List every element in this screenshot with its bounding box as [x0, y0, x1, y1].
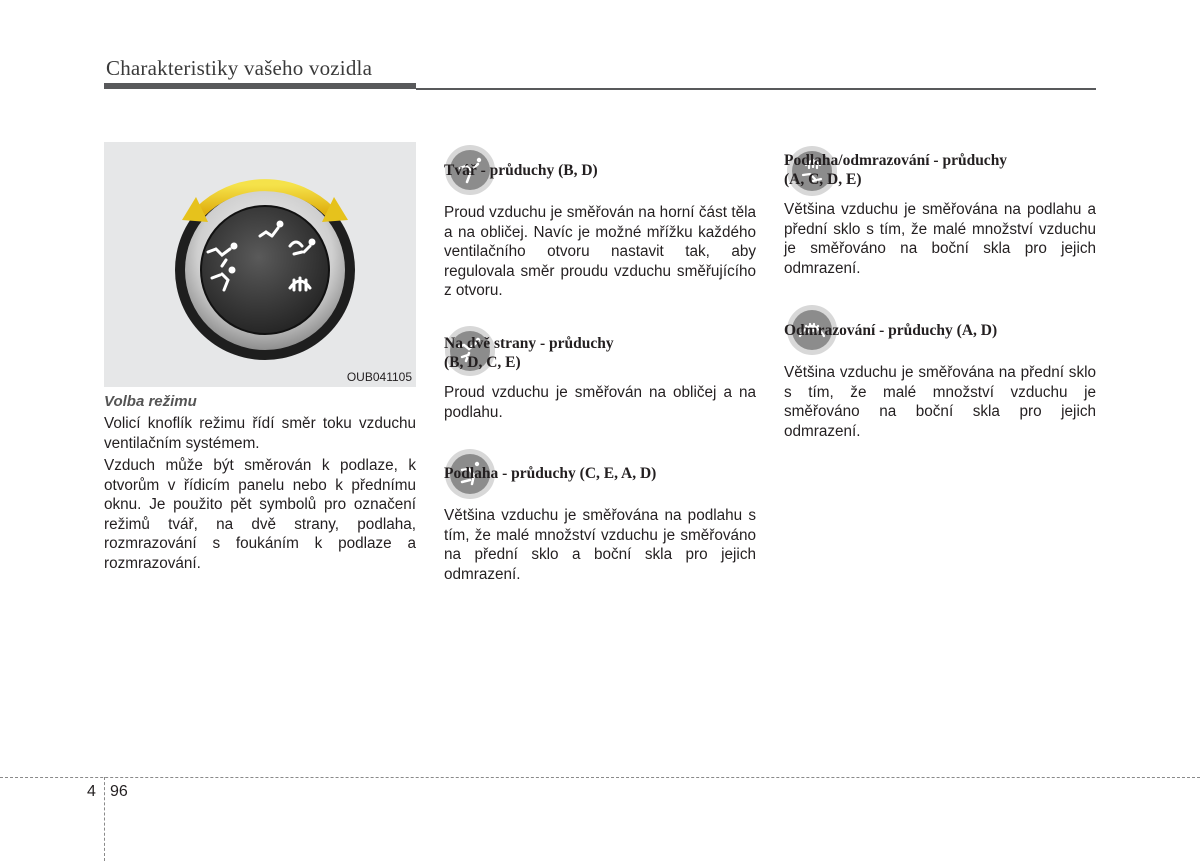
- footer-divider: [104, 777, 105, 861]
- floor-defrost-mode-title-line1: Podlaha/odmrazování - průduchy: [784, 152, 1008, 169]
- floor-mode-title: Podlaha - průduchy (C, E, A, D): [444, 465, 657, 482]
- intro-paragraph: Volicí knoflík režimu řídí směr toku vzduchu ventilačním systémem.: [104, 415, 416, 452]
- header-rule: [104, 83, 416, 89]
- bilevel-mode-title-line1: Na dvě strany - průduchy: [444, 335, 614, 352]
- mode-knob-figure: [104, 142, 416, 387]
- figure-code: OUB041105: [346, 370, 412, 384]
- chapter-number: 4: [87, 783, 96, 800]
- figure-caption: Volba režimu: [104, 393, 197, 410]
- face-mode-title: Tvář - průduchy (B, D): [444, 162, 598, 179]
- floor-mode-text: Většina vzduchu je směřována na podlahu s tím, že malé množství vzduchu je směřováno na přední sklo a boční skla pro jejich odmrazení.: [444, 507, 756, 583]
- mode-knob-illustration: [104, 142, 416, 387]
- page-header-title: Charakteristiky vašeho vozidla: [106, 56, 373, 80]
- floor-defrost-mode-text: Většina vzduchu je směřována na podlahu a přední sklo s tím, že malé množství vzduchu je směřováno na boční skla pro jejich odmrazení.: [784, 201, 1096, 277]
- header-rule-thin: [416, 88, 1096, 90]
- symbols-paragraph: Vzduch může být směrován k podlaze, k otvorům v řídicím panelu nebo k přednímu oknu. Je použito pět symbolů pro označení režimů tvář, na dvě strany, podlaha, rozmrazování s foukáním k podlaze a rozmrazování.: [104, 457, 416, 572]
- bilevel-mode-title-line2: (B, D, C, E): [444, 354, 521, 371]
- floor-defrost-mode-title-line2: (A, C, D, E): [784, 171, 862, 188]
- footer-rule: [0, 777, 1200, 778]
- face-mode-text: Proud vzduchu je směřován na horní část těla a na obličej. Navíc je možné mřížku každého ventilačního otvoru nastavit tak, aby regulovala směr proudu vzduchu směřujícího z otvoru.: [444, 204, 756, 299]
- defrost-mode-text: Většina vzduchu je směřována na přední sklo s tím, že malé množství vzduchu je směřováno na boční skla pro jejich odmrazení.: [784, 364, 1096, 440]
- bilevel-mode-text: Proud vzduchu je směřován na obličej a na podlahu.: [444, 384, 756, 421]
- page-number: 96: [110, 783, 128, 800]
- defrost-mode-title: Odmrazování - průduchy (A, D): [784, 322, 998, 339]
